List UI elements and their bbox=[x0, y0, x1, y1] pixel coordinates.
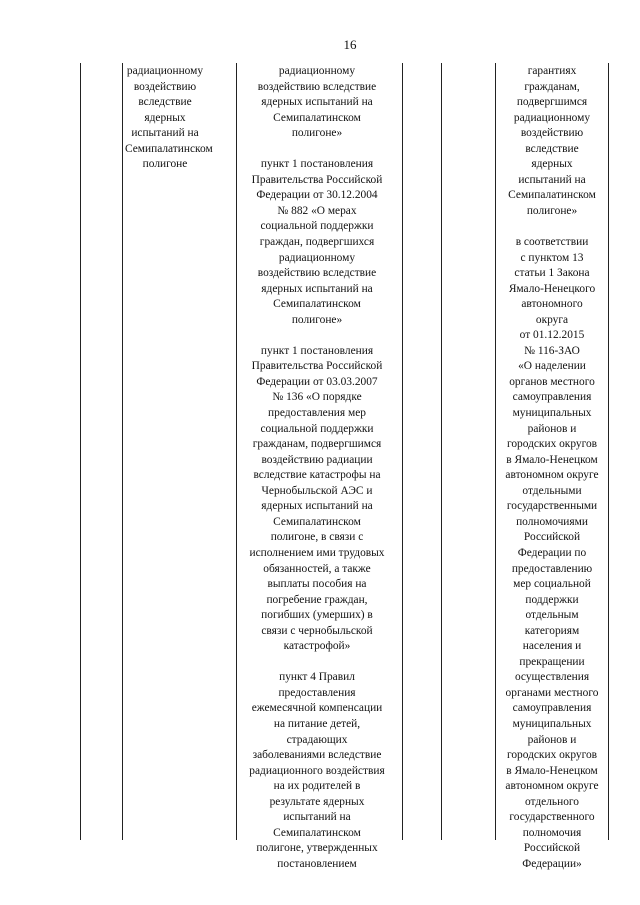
text-line: отдельного bbox=[525, 795, 579, 808]
text-line: воздействию вследствие bbox=[257, 80, 377, 93]
text-line: Ямало-Ненецкого bbox=[508, 282, 596, 295]
text-line: предоставления мер bbox=[268, 407, 366, 420]
text-line: полномочиями bbox=[516, 515, 588, 528]
text-line: страдающих bbox=[286, 733, 348, 746]
text-line: погребение граждан, bbox=[266, 593, 368, 606]
text-line: на их родителей в bbox=[273, 780, 361, 793]
text-line: Российской bbox=[523, 842, 581, 855]
text-line: государственного bbox=[509, 811, 595, 824]
text-line: испытаний на bbox=[518, 173, 586, 186]
text-line: Федерации от 30.12.2004 bbox=[256, 189, 378, 202]
page-number: 16 bbox=[343, 37, 357, 52]
text-line: Правительства Российской bbox=[251, 173, 383, 186]
text-line: полномочия bbox=[522, 826, 582, 839]
text-line: испытаний на bbox=[131, 127, 199, 140]
text-line: результате ядерных bbox=[269, 795, 365, 808]
text-line: связи с чернобыльской bbox=[261, 624, 373, 637]
text-line: полигоне, утвержденных bbox=[256, 842, 378, 855]
text-line: воздействию вследствие bbox=[257, 267, 377, 280]
text-line: гражданам, bbox=[524, 80, 580, 93]
text-line: от 01.12.2015 bbox=[519, 329, 585, 342]
text-line: Семипалатинском bbox=[273, 515, 361, 528]
text-line: вследствие катастрофы на bbox=[253, 469, 381, 482]
text-line: подвергшимся bbox=[516, 96, 588, 109]
paragraph bbox=[237, 344, 397, 655]
text-line: «О наделении bbox=[518, 360, 586, 373]
document-table bbox=[80, 63, 608, 870]
text-line: испытаний на bbox=[283, 811, 351, 824]
text-line: округа bbox=[535, 313, 569, 326]
text-line: самоуправления bbox=[512, 702, 592, 715]
table-column-5 bbox=[441, 63, 495, 840]
text-line: самоуправления bbox=[512, 391, 592, 404]
text-line: Федерации от 03.03.2007 bbox=[256, 375, 378, 388]
text-line: № 116-ЗАО bbox=[524, 344, 580, 357]
text-line: Правительства Российской bbox=[251, 360, 383, 373]
text-line: с пунктом 13 bbox=[520, 251, 584, 264]
text-line: социальной поддержки bbox=[260, 422, 374, 435]
text-line: вследствие bbox=[525, 142, 579, 155]
text-line: автономном округе bbox=[505, 780, 599, 793]
legal-basis-cell bbox=[237, 64, 397, 872]
text-line: предоставления bbox=[278, 686, 356, 699]
text-line: Семипалатинском bbox=[273, 298, 361, 311]
text-line: категориям bbox=[524, 624, 580, 637]
text-line: в Ямало-Ненецком bbox=[506, 453, 598, 466]
text-line: выплаты пособия на bbox=[267, 578, 367, 591]
text-line: заболеваниями вследствие bbox=[252, 749, 382, 762]
category-cell bbox=[125, 64, 213, 173]
text-line: поддержки bbox=[525, 593, 579, 606]
text-line: на питание детей, bbox=[273, 717, 361, 730]
text-line: отдельными bbox=[522, 484, 582, 497]
text-line: ядерных bbox=[531, 158, 573, 171]
regional-basis-cell bbox=[496, 64, 608, 872]
text-line: муниципальных bbox=[512, 717, 592, 730]
paragraph bbox=[237, 157, 397, 328]
text-line: в соответствии bbox=[515, 236, 589, 249]
text-line: Федерации по bbox=[517, 546, 587, 559]
text-line: граждан, подвергшихся bbox=[259, 236, 375, 249]
text-line: гарантиях bbox=[527, 65, 577, 77]
text-line: отдельным bbox=[525, 609, 579, 622]
text-line: радиационного воздействия bbox=[249, 764, 385, 777]
table-column-number bbox=[80, 63, 122, 840]
text-line: органов местного bbox=[509, 375, 595, 388]
text-line: пункт 1 постановления bbox=[260, 158, 374, 171]
text-line: воздействию bbox=[520, 127, 584, 140]
text-line: Семипалатинском bbox=[273, 111, 361, 124]
paragraph bbox=[237, 670, 397, 872]
text-line: ядерных испытаний на bbox=[261, 96, 373, 109]
text-line: Семипалатинском bbox=[273, 826, 361, 839]
text-line: Семипалатинском bbox=[508, 189, 596, 202]
text-line: полигоне, в связи с bbox=[270, 531, 364, 544]
text-line: исполнением ими трудовых bbox=[249, 546, 385, 559]
text-line: полигоне bbox=[142, 158, 188, 171]
text-line: районов и bbox=[527, 422, 577, 435]
text-line: предоставлению bbox=[511, 562, 593, 575]
text-line: катастрофой» bbox=[283, 640, 351, 653]
text-line: осуществления bbox=[514, 671, 590, 684]
text-line: ядерных испытаний на bbox=[261, 282, 373, 295]
paragraph bbox=[496, 235, 608, 872]
text-line: радиационному bbox=[513, 111, 591, 124]
text-line: городских округов bbox=[506, 749, 598, 762]
text-line: Чернобыльской АЭС и bbox=[261, 484, 373, 497]
text-line: воздействию радиации bbox=[261, 453, 373, 466]
text-line: органами местного bbox=[505, 686, 599, 699]
text-line: в Ямало-Ненецком bbox=[506, 764, 598, 777]
text-line: Семипалатинском bbox=[125, 142, 213, 155]
paragraph bbox=[496, 64, 608, 219]
text-line: постановлением bbox=[277, 857, 357, 870]
table-column-regional-basis bbox=[495, 63, 609, 870]
paragraph bbox=[237, 64, 397, 142]
table-column-legal-basis bbox=[236, 63, 402, 870]
text-line: населения и bbox=[522, 640, 582, 653]
text-line: государственными bbox=[506, 500, 598, 513]
text-line: полигоне» bbox=[291, 127, 343, 140]
text-line: гражданам, подвергшимся bbox=[252, 438, 382, 451]
text-line: городских округов bbox=[506, 438, 598, 451]
table-column-4 bbox=[402, 63, 441, 840]
text-line: автономном округе bbox=[505, 469, 599, 482]
text-line: полигоне» bbox=[291, 313, 343, 326]
text-line: обязанностей, а также bbox=[263, 562, 371, 575]
text-line: ядерных испытаний на bbox=[261, 500, 373, 513]
table-column-category bbox=[122, 63, 236, 840]
text-line: социальной поддержки bbox=[260, 220, 374, 233]
text-line: статьи 1 Закона bbox=[514, 267, 590, 280]
text-line: прекращении bbox=[519, 655, 585, 668]
text-line: пункт 1 постановления bbox=[260, 344, 374, 357]
text-line: Федерации» bbox=[522, 857, 582, 870]
text-line: № 136 «О порядке bbox=[272, 391, 362, 404]
text-line: полигоне» bbox=[526, 204, 578, 217]
text-line: муниципальных bbox=[512, 407, 592, 420]
text-line: Российской bbox=[523, 531, 581, 544]
text-line: радиационному bbox=[278, 65, 356, 77]
text-line: № 882 «О мерах bbox=[277, 204, 357, 217]
text-line: воздействию bbox=[133, 80, 197, 93]
text-line: мер социальной bbox=[513, 578, 591, 591]
text-line: пункт 4 Правил bbox=[279, 671, 355, 684]
text-line: погибших (умерших) в bbox=[261, 609, 373, 622]
text-line: ядерных bbox=[144, 111, 186, 124]
text-line: районов и bbox=[527, 733, 577, 746]
text-line: автономного bbox=[521, 298, 583, 311]
text-line: радиационному bbox=[126, 65, 204, 77]
text-line: ежемесячной компенсации bbox=[251, 702, 383, 715]
text-line: радиационному bbox=[278, 251, 356, 264]
text-line: вследствие bbox=[138, 96, 192, 109]
